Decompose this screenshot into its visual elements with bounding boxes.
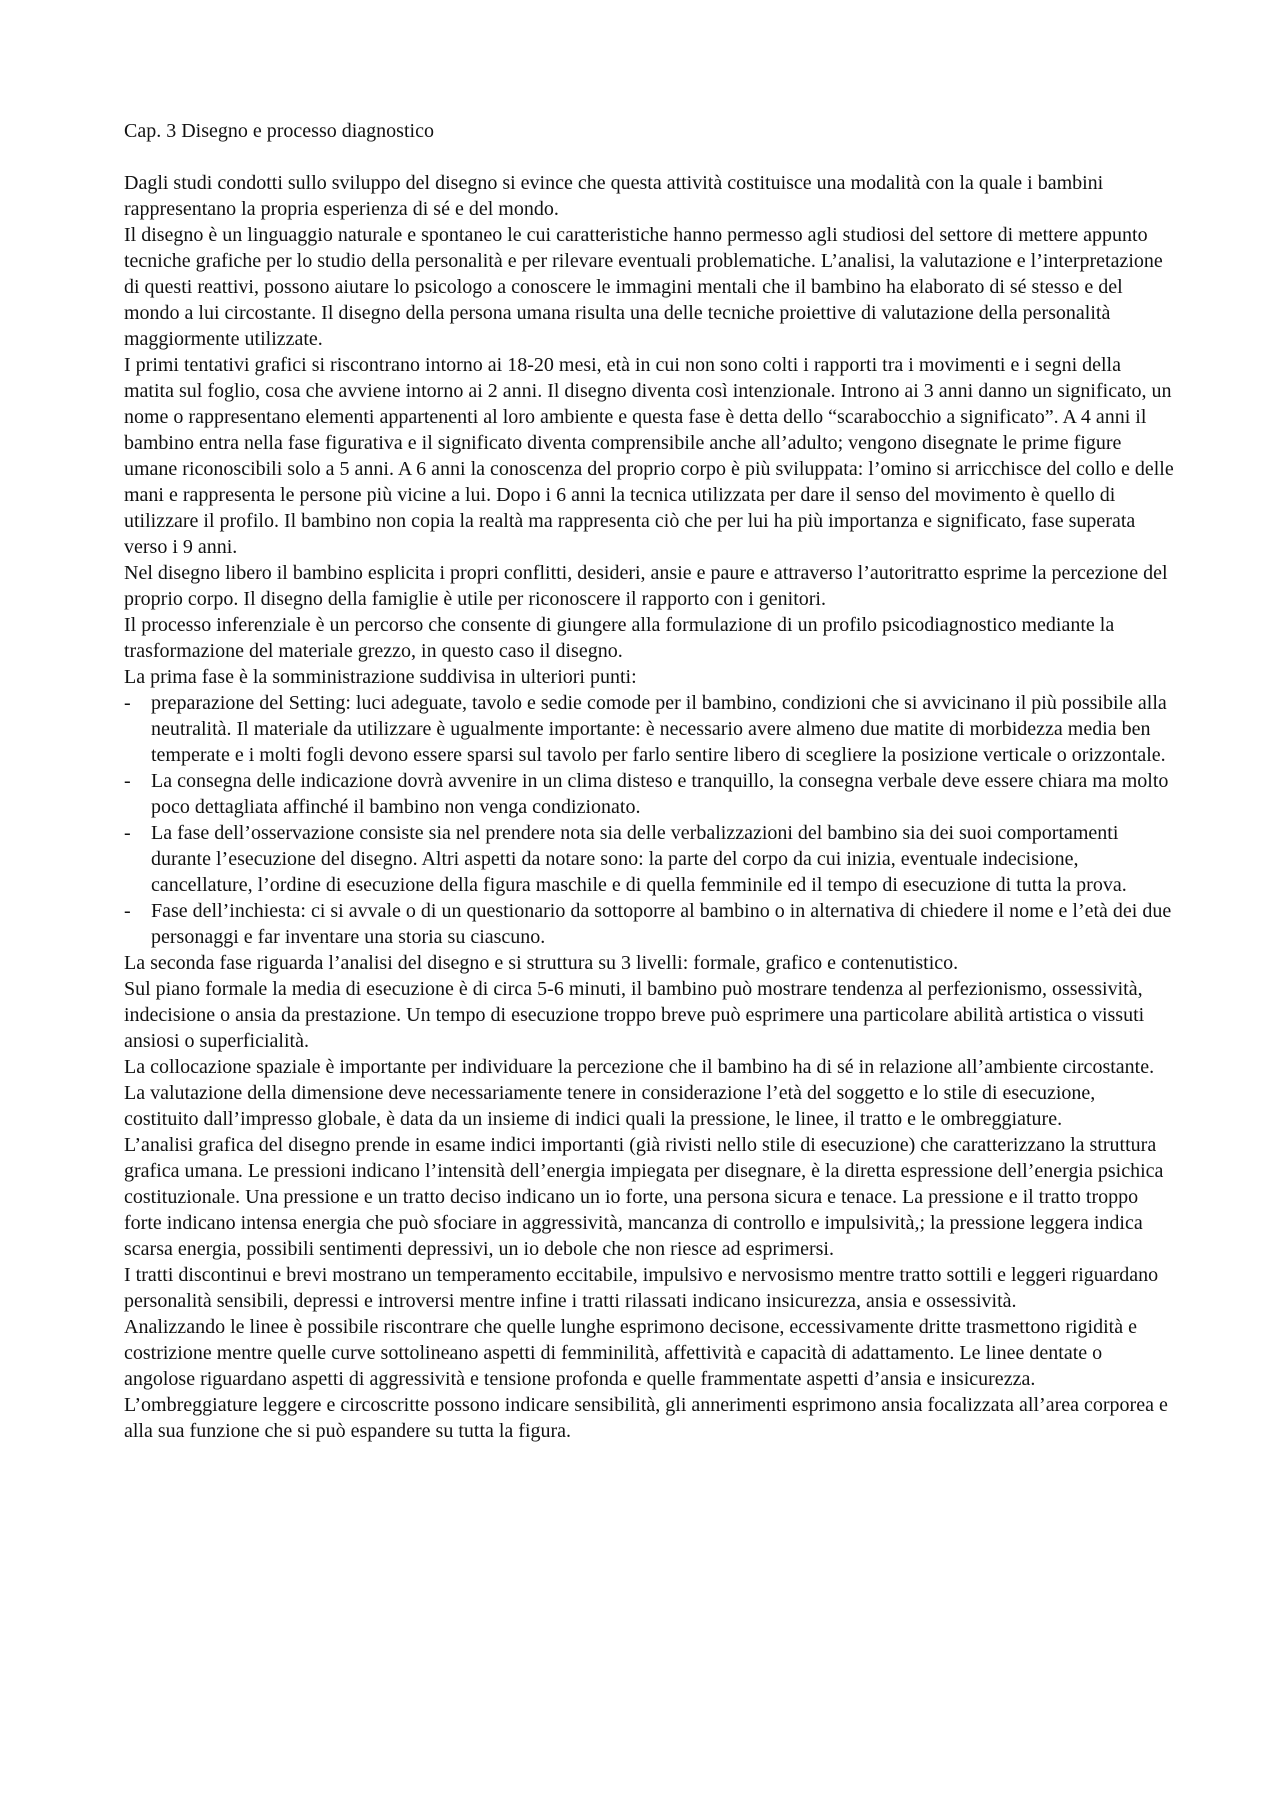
list-item [124,898,1174,950]
paragraph: Nel disegno libero il bambino esplicita i propri conflitti, desideri, ansie e paure e attraverso l’autoritratto esprime la percezione del proprio corpo. Il disegno della famiglie è utile per riconoscere il rapporto con i genitori. [124,562,1168,610]
list-item [124,820,1174,898]
paragraph: Sul piano formale la media di esecuzione è di circa 5-6 minuti, il bambino può mostrare tendenza al perfezionismo, ossessività, indecisione o ansia da prestazione. Un tempo di esecuzione troppo breve può esprimere una particolare abilità artistica o vissuti ansiosi o superficialità. [124,978,1145,1052]
bullet-marker: - [124,822,131,844]
list-item [124,690,1174,768]
paragraph: I primi tentativi grafici si riscontrano intorno ai 18-20 mesi, età in cui non sono colti i rapporti tra i movimenti e i segni della matita sul foglio, cosa che avviene intorno ai 2 anni. Il disegno diventa così intenzionale. Introno ai 3 anni danno un significato, un nome o rappresentano elementi appartenenti al loro ambiente e questa fase è detta dello “scarabocchio a significato”. A 4 anni il bambino entra nella fase figurativa e il significato diventa comprensibile anche all’adulto; vengono disegnate le prime figure umane riconoscibili solo a 5 anni. A 6 anni la conoscenza del proprio corpo è più sviluppata: l’omino si arricchisce del collo e delle mani e rappresenta le persone più vicine a lui. Dopo i 6 anni la tecnica utilizzata per dare il senso del movimento è quello di utilizzare il profilo. Il bambino non copia la realtà ma rappresenta ciò che per lui ha più importanza e significato, fase superata verso i 9 anni. [124,354,1174,558]
paragraph: L’analisi grafica del disegno prende in esame indici importanti (già rivisti nello stile di esecuzione) che caratterizzano la struttura grafica umana. Le pressioni indicano l’intensità dell’energia impiegata per disegnare, è la diretta espressione dell’energia psichica costituzionale. Una pressione e un tratto deciso indicano un io forte, una persona sicura e tenace. La pressione e il tratto troppo forte indicano intensa energia che può sfociare in aggressività, mancanza di controllo e impulsività,; la pressione leggera indica scarsa energia, possibili sentimenti depressivi, un io debole che non riesce ad esprimersi. [124,1134,1164,1260]
bullet-marker: - [124,770,131,792]
bullet-marker: - [124,692,131,714]
list-item-text: preparazione del Setting: luci adeguate, tavolo e sedie comode per il bambino, condizioni che si avvicinano il più possibile alla neutralità. Il materiale da utilizzare è ugualmente importante: è necessario avere almeno due matite di morbidezza media ben temperate e i molti fogli devono essere sparsi sul tavolo per farlo sentire libero di scegliere la posizione verticale o orizzontale. [151,692,1167,766]
paragraph: Il disegno è un linguaggio naturale e spontaneo le cui caratteristiche hanno permesso agli studiosi del settore di mettere appunto tecniche grafiche per lo studio della personalità e per rilevare eventuali problematiche. L’analisi, la valutazione e l’interpretazione di questi reattivi, possono aiutare lo psicologo a conoscere le immagini mentali che il bambino ha elaborato di sé stesso e del mondo a lui circostante. Il disegno della persona umana risulta una delle tecniche proiettive di valutazione della personalità maggiormente utilizzate. [124,224,1163,350]
list-item-text: Fase dell’inchiesta: ci si avvale o di un questionario da sottoporre al bambino o in alternativa di chiedere il nome e l’età dei due personaggi e far inventare una storia su ciascuno. [151,900,1172,948]
paragraph: L’ombreggiature leggere e circoscritte possono indicare sensibilità, gli annerimenti esprimono ansia focalizzata all’area corporea e alla sua funzione che si può espandere su tutta la figura. [124,1394,1168,1442]
paragraph: Dagli studi condotti sullo sviluppo del disegno si evince che questa attività costituisce una modalità con la quale i bambini rappresentano la propria esperienza di sé e del mondo. [124,172,1104,220]
paragraph: La prima fase è la somministrazione suddivisa in ulteriori punti: [124,666,637,688]
paragraph: I tratti discontinui e brevi mostrano un temperamento eccitabile, impulsivo e nervosismo mentre tratto sottili e leggeri riguardano personalità sensibili, depressi e introversi mentre infine i tratti rilassati indicano insicurezza, ansia e ossessività. [124,1264,1159,1312]
list-item-text: La consegna delle indicazione dovrà avvenire in un clima disteso e tranquillo, la consegna verbale deve essere chiara ma molto poco dettagliata affinché il bambino non venga condizionato. [151,770,1169,818]
bullet-marker: - [124,900,131,922]
list-item-text: La fase dell’osservazione consiste sia nel prendere nota sia delle verbalizzazioni del bambino sia dei suoi comportamenti durante l’esecuzione del disegno. Altri aspetti da notare sono: la parte del corpo da cui inizia, eventuale indecisione, cancellature, l’ordine di esecuzione della figura maschile e di quella femminile ed il tempo di esecuzione di tutta la prova. [151,822,1127,896]
paragraph: Il processo inferenziale è un percorso che consente di giungere alla formulazione di un profilo psicodiagnostico mediante la trasformazione del materiale grezzo, in questo caso il disegno. [124,614,1115,662]
paragraph: Analizzando le linee è possibile riscontrare che quelle lunghe esprimono decisone, eccessivamente dritte trasmettono rigidità e costrizione mentre quelle curve sottolineano aspetti di femminilità, affettività e capacità di adattamento. Le linee dentate o angolose riguardano aspetti di aggressività e tensione profonda e quelle frammentate aspetti d’ansia e insicurezza. [124,1316,1137,1390]
list-item [124,768,1174,820]
chapter-title: Cap. 3 Disegno e processo diagnostico [124,120,434,142]
paragraph: La collocazione spaziale è importante per individuare la percezione che il bambino ha di sé in relazione all’ambiente circostante. La valutazione della dimensione deve necessariamente tenere in considerazione l’età del soggetto e lo stile di esecuzione, costituito dall’impresso globale, è data da un insieme di indici quali la pressione, le linee, il tratto e le ombreggiature. [124,1056,1155,1130]
bullet-list [124,690,1174,950]
paragraph: La seconda fase riguarda l’analisi del disegno e si struttura su 3 livelli: formale, grafico e contenutistico. [124,952,959,974]
document-page [124,118,1174,1444]
